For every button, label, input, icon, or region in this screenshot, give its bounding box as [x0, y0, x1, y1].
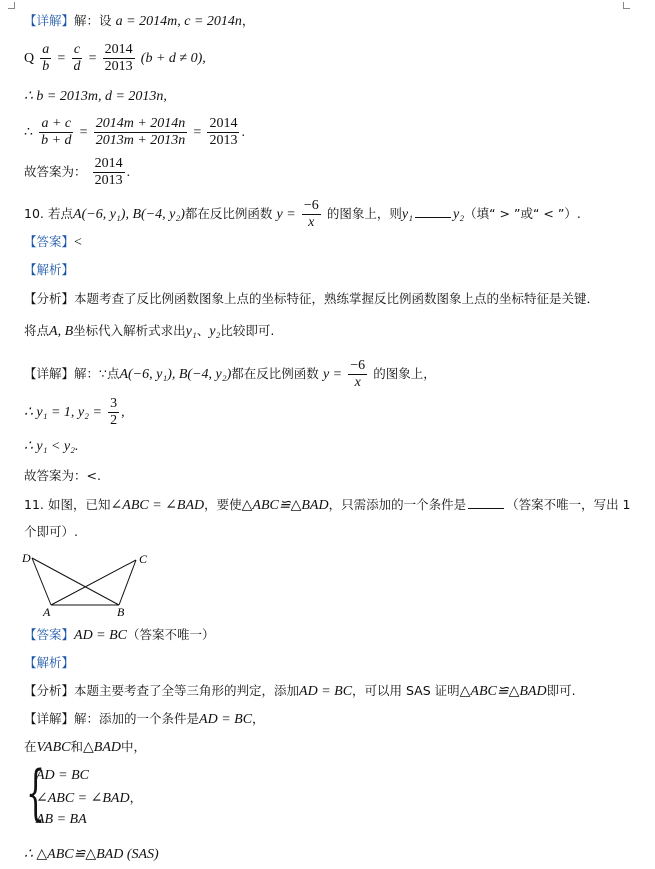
- q11-analysis-line: 【分析】本题主要考查了全等三角形的判定，添加AD = BC，可以用 SAS 证明△ABC≌△BAD即可.: [24, 683, 576, 699]
- q11-answer-blank: [468, 496, 504, 509]
- q10-answer-tag: 【答案】: [24, 234, 75, 249]
- q10-method-line: 将点A, B坐标代入解析式求出y₁、y₂比较即可.: [24, 323, 275, 339]
- q10-answer-blank: [415, 205, 451, 218]
- q9-frac-expanded: $\frac{2014m + 2014n}{2013m + 2013n}$: [95, 116, 186, 148]
- q11-stem: 11. 如图，已知∠ABC = ∠BAD，要使△ABC≌△BAD，只需添加的一个条件是 （答案不唯一，写出 1: [24, 497, 631, 513]
- q11-in-line: 在VABC和△BAD中，: [24, 739, 146, 755]
- q10-compare-line: ∴ y₁ < y₂.: [24, 439, 79, 454]
- corner-mark-tr: [623, 2, 630, 9]
- q10-calc-line: ∴ y₁ = 1, y₂ = $\frac{3}{2}$ ,: [24, 396, 125, 428]
- q10-final-line: 故答案为：<.: [24, 468, 101, 483]
- q10-analysis-tag: 【解析】: [24, 262, 75, 277]
- q11-analysis-tag-line: [24, 654, 74, 673]
- label-D: D: [22, 551, 31, 565]
- q9-derived-line: ∴ b = 2013m, d = 2013n,: [24, 89, 167, 104]
- q9-answer-frac: $\frac{2014}{2013}$: [94, 156, 123, 188]
- label-C: C: [139, 552, 148, 566]
- q9-detail-tag: 【详解】: [24, 13, 75, 28]
- q10-answer-line: 【答案】<: [24, 234, 82, 250]
- q11-detail-line: 【详解】解：添加的一个条件是AD = BC，: [24, 711, 265, 727]
- q11-figure: [18, 548, 158, 618]
- left-brace: {: [26, 758, 46, 828]
- label-B: B: [117, 605, 125, 618]
- q10-stem: 10. 若点A(−6, y₁), B(−4, y₂)都在反比例函数 y = $\frac{-6}{x}$ 的图象上，则y₁ y₂（填“ > ”或“ < ”）.: [24, 198, 581, 230]
- label-A: A: [43, 605, 51, 618]
- q11-analysis-tag: 【解析】: [24, 655, 75, 670]
- q10-calc-frac: $\frac{3}{2}$: [110, 396, 118, 428]
- q9-detail-line: 【详解】解：设 a = 2014m, c = 2014n，: [24, 13, 255, 29]
- q9-frac-2014-2013: $\frac{2014}{2013}$: [104, 42, 133, 74]
- segment-CA: [51, 560, 136, 605]
- q11-conclusion-line: ∴ △ABC≌△BAD (SAS): [24, 847, 159, 862]
- q11-answer-tag: 【答案】: [24, 627, 75, 642]
- corner-mark-tl: [8, 2, 15, 9]
- q11-answer-line: 【答案】AD = BC（答案不唯一）: [24, 627, 215, 643]
- q9-frac-sum: $\frac{a + c}{b + d}$: [41, 116, 72, 148]
- segment-DB: [32, 558, 119, 605]
- q9-frac-result: $\frac{2014}{2013}$: [209, 116, 238, 148]
- q9-frac-cd: $\frac{c}{d}$: [73, 42, 81, 74]
- q10-detail-line: 【详解】解：∵点A(−6, y₁), B(−4, y₂)都在反比例函数 y = $\frac{-6}{x}$ 的图象上，: [24, 358, 436, 390]
- q10-analysis-line: 【分析】本题考查了反比例函数图象上点的坐标特征，熟练掌握反比例函数图象上点的坐标特征是关键．: [24, 291, 600, 306]
- q9-ratio-line: Q $\frac{a}{b}$ = $\frac{c}{d}$ = $\frac{2014}{2013}$ (b + d ≠ 0),: [24, 42, 206, 74]
- segment-CB: [119, 560, 136, 605]
- q9-frac-ab: $\frac{a}{b}$: [42, 42, 50, 74]
- q9-sum-line: ∴ $\frac{a + c}{b + d}$ = $\frac{2014m + 2014n}{2013m + 2013n}$ = $\frac{2014}{2013}$ .: [24, 116, 245, 148]
- q11-stem-cont: 个即可）.: [24, 524, 78, 539]
- q10-func-frac: $\frac{-6}{x}$: [303, 198, 319, 230]
- q10-detail-func-frac: $\frac{-6}{x}$: [350, 358, 366, 390]
- q10-analysis-tag-line: [24, 261, 74, 280]
- q9-assumption: a = 2014m, c = 2014n: [115, 14, 242, 29]
- q9-answer-line: 故答案为： $\frac{2014}{2013}$ .: [24, 156, 131, 188]
- segment-DA: [32, 558, 51, 605]
